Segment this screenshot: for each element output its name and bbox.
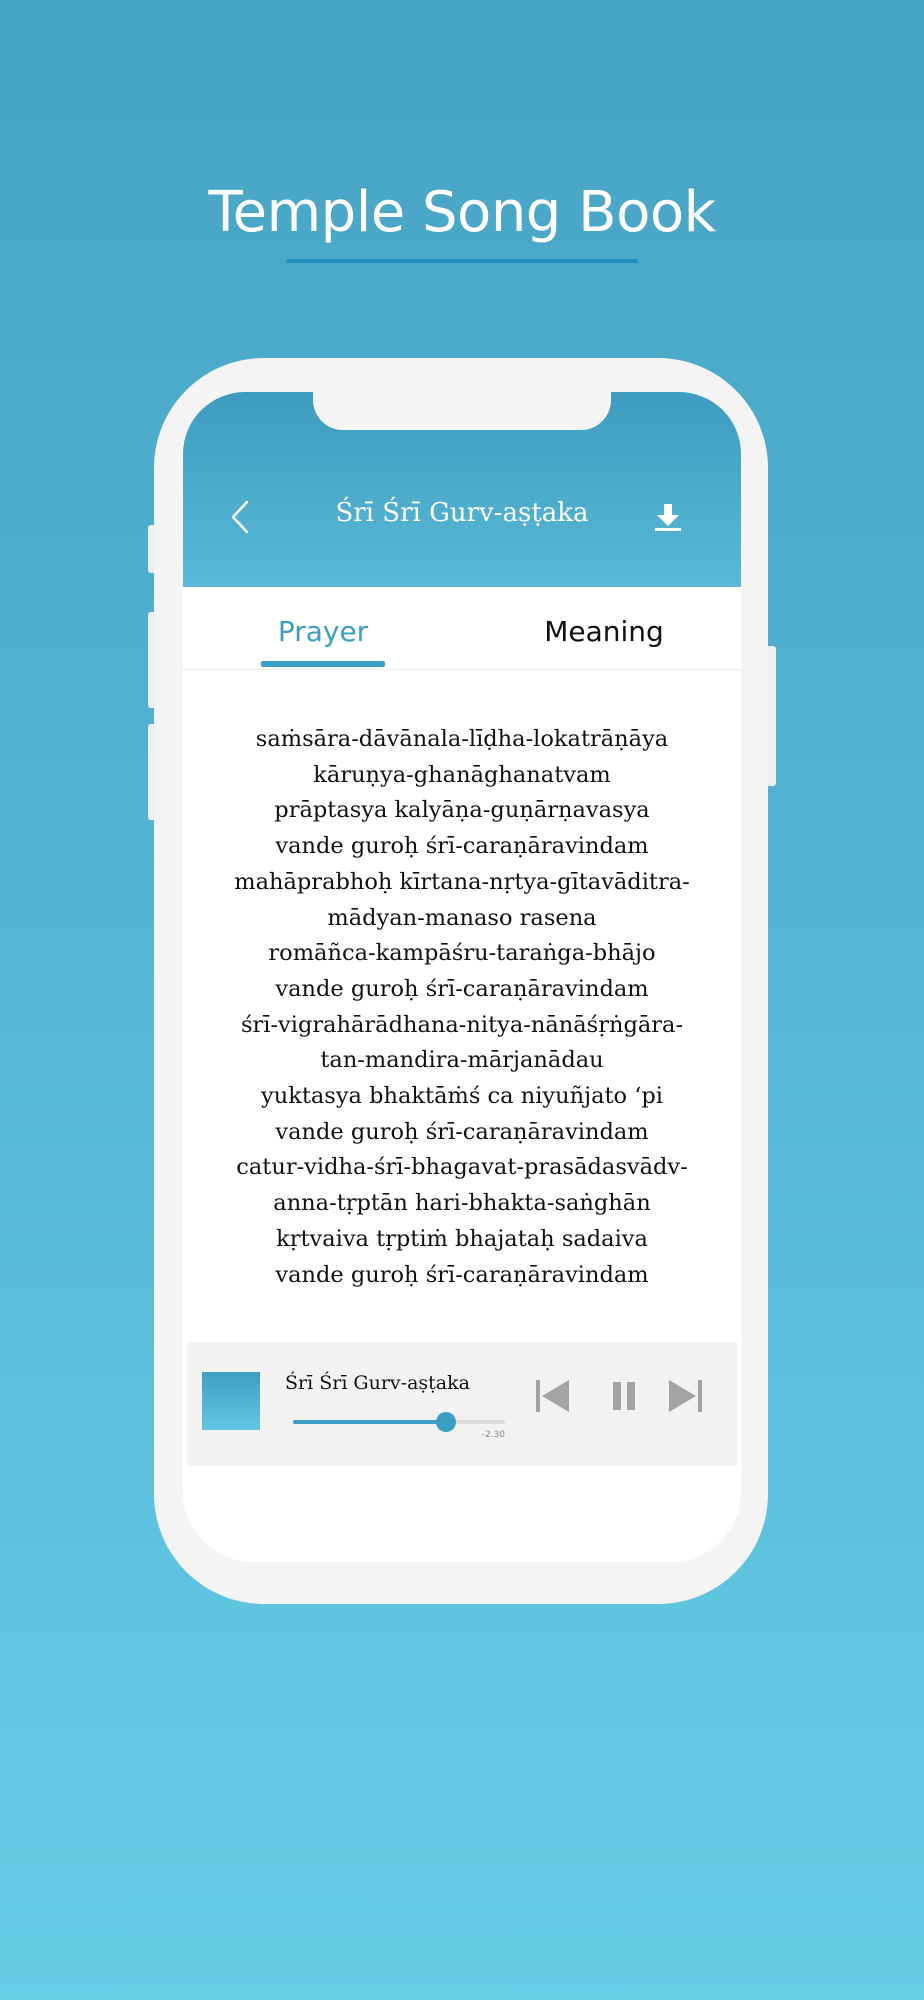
progress-knob[interactable] bbox=[436, 1412, 456, 1432]
skip-previous-icon[interactable] bbox=[533, 1376, 573, 1416]
promo-title: Temple Song Book bbox=[208, 180, 716, 245]
app-header bbox=[183, 392, 741, 587]
lyric-line: kāruṇya-ghanāghanatvam bbox=[313, 761, 611, 788]
notch bbox=[313, 392, 611, 430]
tab-prayer[interactable]: Prayer bbox=[277, 615, 369, 648]
header-title: Śrī Śrī Gurv-aṣṭaka bbox=[335, 498, 589, 528]
progress-fill bbox=[293, 1420, 446, 1424]
tab-bar bbox=[183, 587, 741, 670]
lyric-line: vande guroḥ śrī-caraṇāravindam bbox=[275, 833, 649, 860]
lyric-line: catur-vidha-śrī-bhagavat-prasādasvādv- bbox=[236, 1154, 688, 1181]
player-track-title: Śrī Śrī Gurv-aṣṭaka bbox=[285, 1372, 470, 1394]
lyric-line: kṛtvaiva tṛptiṁ bhajataḥ sadaiva bbox=[276, 1225, 648, 1252]
promo-title-underline bbox=[286, 259, 638, 263]
lyric-line: prāptasya kalyāṇa-guṇārṇavasya bbox=[274, 797, 650, 824]
audio-player bbox=[187, 1342, 737, 1466]
tab-active-indicator bbox=[261, 661, 385, 667]
phone-screen bbox=[183, 392, 741, 1562]
lyric-line: mahāprabhoḥ kīrtana-nṛtya-gītavāditra- bbox=[234, 868, 690, 895]
progress-slider[interactable] bbox=[293, 1420, 505, 1424]
pause-icon[interactable] bbox=[604, 1376, 644, 1416]
lyric-line: mādyan-manaso rasena bbox=[327, 904, 597, 931]
lyric-line: yuktasya bhaktāṁś ca niyuñjato ‘pi bbox=[261, 1083, 663, 1110]
lyric-line: vande guroḥ śrī-caraṇāravindam bbox=[275, 1261, 649, 1288]
lyric-line: romāñca-kampāśru-taraṅga-bhājo bbox=[268, 940, 656, 967]
lyrics-text bbox=[183, 722, 741, 1293]
lyric-line: anna-tṛptān hari-bhakta-saṅghān bbox=[273, 1190, 651, 1217]
lyric-line: śrī-vigrahārādhana-nitya-nānāśṛṅgāra- bbox=[240, 1011, 684, 1038]
lyric-line: vande guroḥ śrī-caraṇāravindam bbox=[275, 1118, 649, 1145]
time-remaining: -2.30 bbox=[481, 1430, 505, 1440]
download-icon[interactable] bbox=[651, 500, 685, 534]
tab-meaning[interactable]: Meaning bbox=[544, 615, 664, 648]
lyric-line: vande guroḥ śrī-caraṇāravindam bbox=[275, 975, 649, 1002]
lyric-line: saṁsāra-dāvānala-līḍha-lokatrāṇāya bbox=[255, 726, 669, 752]
lyric-line: tan-mandira-mārjanādau bbox=[320, 1047, 604, 1074]
skip-next-icon[interactable] bbox=[665, 1376, 705, 1416]
album-art bbox=[202, 1372, 260, 1430]
